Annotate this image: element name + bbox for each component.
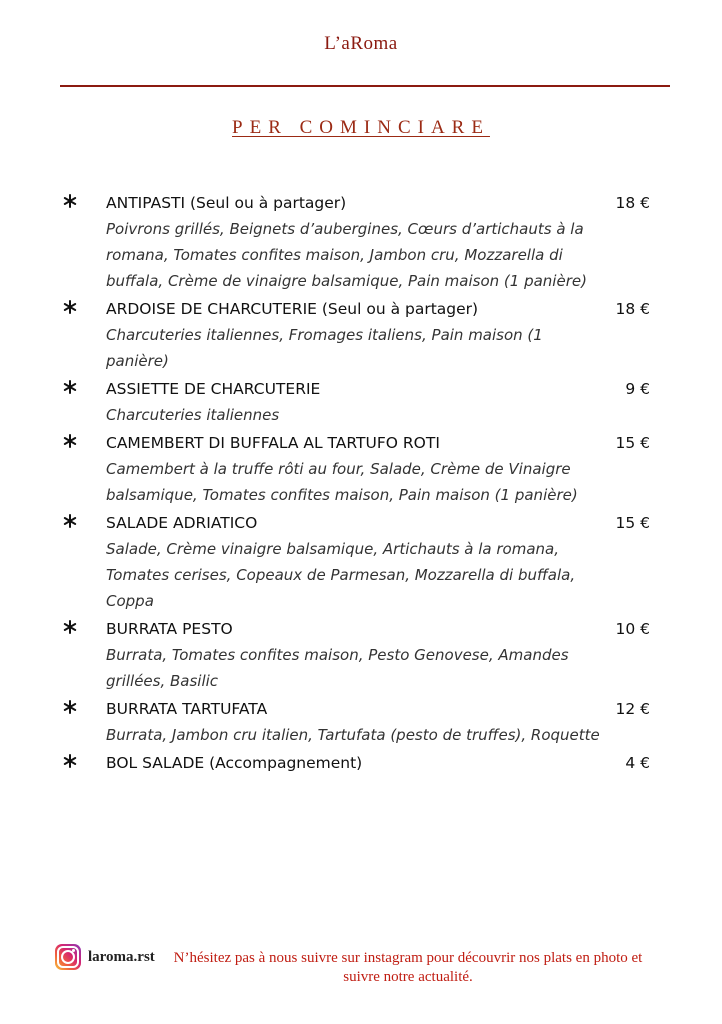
menu-item-price: 18 €: [615, 300, 650, 318]
section-title: PER COMINCIARE: [232, 117, 490, 138]
menu-item-description: Charcuteries italiennes: [106, 406, 280, 424]
menu-item-description: Poivrons grillés, Beignets d’aubergines, Cœurs d’artichauts à la romana, Tomates confites maison, Jambon cru, Mozzarella di buffala, Crème de vinaigre balsamique, Pain maison (1 panière): [106, 220, 587, 290]
footer-message: N’hésitez pas à nous suivre sur instagram pour découvrir nos plats en photo et suivre notre actualité.: [173, 950, 643, 985]
menu-item-description: Burrata, Tomates confites maison, Pesto Genovese, Amandes grillées, Basilic: [106, 646, 569, 690]
menu-item: [0, 750, 722, 776]
instagram-handle[interactable]: laroma.rst: [88, 949, 155, 965]
menu-list: [0, 190, 722, 778]
header-divider: [60, 85, 670, 87]
menu-item-price: 15 €: [615, 514, 650, 532]
menu-item-price: 9 €: [625, 380, 650, 398]
menu-item-name: BURRATA TARTUFATA: [106, 700, 268, 718]
menu-item-price: 12 €: [615, 700, 650, 718]
asterisk-bullet-icon: [63, 700, 77, 714]
menu-item-price: 4 €: [625, 754, 650, 772]
restaurant-name: L’aRoma: [324, 33, 398, 54]
menu-item: [0, 430, 722, 508]
instagram-icon[interactable]: [55, 944, 81, 970]
menu-item-description: Camembert à la truffe rôti au four, Salade, Crème de Vinaigre balsamique, Tomates confites maison, Pain maison (1 panière): [106, 460, 578, 504]
menu-item-name: SALADE ADRIATICO: [106, 514, 258, 532]
menu-item: [0, 616, 722, 694]
menu-item: [0, 376, 722, 428]
menu-item-name: CAMEMBERT DI BUFFALA AL TARTUFO ROTI: [106, 434, 440, 452]
menu-item: [0, 696, 722, 748]
menu-item: [0, 510, 722, 614]
asterisk-bullet-icon: [63, 754, 77, 768]
asterisk-bullet-icon: [63, 514, 77, 528]
menu-item-name: BURRATA PESTO: [106, 620, 233, 638]
menu-item: [0, 190, 722, 294]
asterisk-bullet-icon: [63, 300, 77, 314]
menu-item-name: ASSIETTE DE CHARCUTERIE: [106, 380, 321, 398]
asterisk-bullet-icon: [63, 380, 77, 394]
menu-item-name: ARDOISE DE CHARCUTERIE (Seul ou à partager): [106, 300, 479, 318]
menu-item-price: 10 €: [615, 620, 650, 638]
menu-item: [0, 296, 722, 374]
asterisk-bullet-icon: [63, 620, 77, 634]
asterisk-bullet-icon: [63, 434, 77, 448]
menu-item-price: 15 €: [615, 434, 650, 452]
menu-item-description: Charcuteries italiennes, Fromages italiens, Pain maison (1 panière): [106, 326, 543, 370]
menu-item-name: BOL SALADE (Accompagnement): [106, 754, 363, 772]
instagram-footer: [55, 944, 665, 994]
asterisk-bullet-icon: [63, 194, 77, 208]
menu-item-name: ANTIPASTI (Seul ou à partager): [106, 194, 347, 212]
menu-item-price: 18 €: [615, 194, 650, 212]
menu-item-description: Salade, Crème vinaigre balsamique, Artichauts à la romana, Tomates cerises, Copeaux de Parmesan, Mozzarella di buffala, Coppa: [106, 540, 576, 610]
menu-item-description: Burrata, Jambon cru italien, Tartufata (pesto de truffes), Roquette: [106, 726, 600, 744]
